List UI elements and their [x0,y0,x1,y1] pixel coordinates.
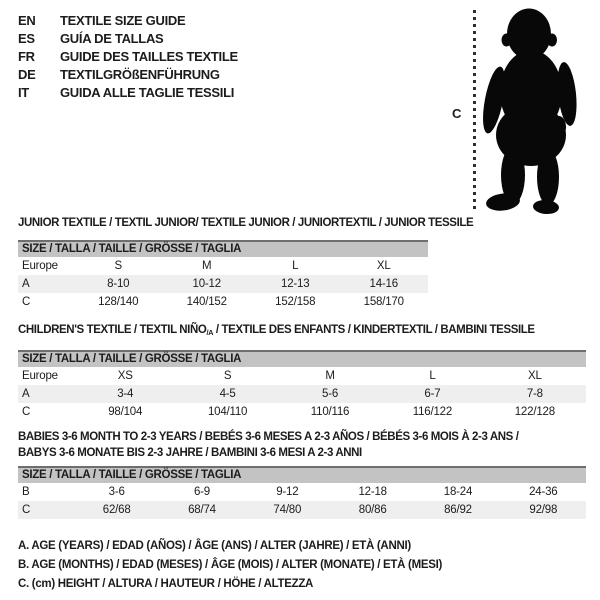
size-cell: 128/140 [98,296,139,308]
size-cell: 4-5 [219,388,236,400]
table-body [18,367,586,421]
footnotes [18,537,442,594]
table-header: SIZE / TALLA / TAILLE / GRÖSSE / TAGLIA [18,240,428,257]
table-body [18,257,428,311]
size-table-babies [18,429,586,519]
size-cell: 24-36 [529,486,558,498]
size-table-junior [18,215,474,311]
table-row [18,403,586,421]
table-row [18,483,586,501]
row-label: C [22,406,31,418]
language-row [18,65,238,83]
footnote-line: C. (cm) HEIGHT / ALTURA / HAUTEUR / HÖHE / ALTEZZA [18,578,314,590]
size-cell: 116/122 [412,406,453,418]
language-code: DE [18,66,36,82]
language-label: GUIDA ALLE TAGLIE TESSILI [60,84,235,100]
size-cell: 104/110 [207,406,248,418]
table-row [18,367,586,385]
size-cell: 7-8 [526,388,543,400]
table-title: JUNIOR TEXTILE / TEXTIL JUNIOR/ TEXTILE JUNIOR / JUNIORTEXTIL / JUNIOR TESSILE [18,217,474,229]
size-cell: 14-16 [369,278,398,290]
row-label: B [22,486,30,498]
size-cell: 12-18 [358,486,387,498]
size-cell: 80/86 [358,504,387,516]
size-cell: 12-13 [281,278,310,290]
measure-label: C [452,106,462,121]
language-row [18,29,238,47]
size-cell: 152/158 [275,296,316,308]
size-cell: 3-4 [117,388,134,400]
table-row [18,501,586,519]
size-cell: 18-24 [443,486,473,498]
size-cell: L [429,370,436,382]
row-label: C [22,504,31,516]
size-cell: 74/80 [273,504,302,516]
size-cell: 122/128 [514,406,555,418]
language-row [18,11,238,29]
table-row [18,385,586,403]
footnote-line: B. AGE (MONTHS) / EDAD (MESES) / ÂGE (MOIS) / ALTER (MONATE) / ETÀ (MESI) [18,559,443,571]
table-header: SIZE / TALLA / TAILLE / GRÖSSE / TAGLIA [18,350,586,367]
language-row [18,83,238,101]
footnote-line: A. AGE (YEARS) / EDAD (AÑOS) / ÂGE (ANS) / ALTER (JAHRE) / ETÀ (ANNI) [18,540,411,552]
size-cell: XL [527,370,542,382]
baby-silhouette-icon [482,4,594,216]
table-header: SIZE / TALLA / TAILLE / GRÖSSE / TAGLIA [18,466,586,483]
language-label: GUÍA DE TALLAS [60,30,164,46]
size-cell: S [114,260,122,272]
size-cell: XL [376,260,391,272]
row-label: A [22,388,30,400]
size-cell: 5-6 [322,388,339,400]
size-cell: 10-12 [192,278,221,290]
language-code: EN [18,12,36,28]
size-cell: 9-12 [276,486,299,498]
table-body [18,483,586,519]
size-cell: M [202,260,212,272]
row-label: Europe [22,370,58,382]
size-cell: 62/68 [102,504,131,516]
table-title: BABIES 3-6 MONTH TO 2-3 YEARS / BEBÉS 3-6 MESES A 2-3 AÑOS / BÉBÉS 3-6 MOIS À 2-3 ANS / BABYS 3-6 MONATE BIS 2-3 JAHRE / BAMBINI 3-6 MESI A 2-3 ANNI [18,431,519,459]
language-code: ES [18,30,35,46]
language-code: FR [18,48,35,64]
size-cell: 140/152 [186,296,227,308]
size-cell: 110/116 [310,406,350,418]
language-label: GUIDE DES TAILLES TEXTILE [60,48,238,64]
row-label: A [22,278,30,290]
table-title: CHILDREN'S TEXTILE / TEXTIL $NIÑO_{/A}$ / TEXTILE DES ENFANTS / KINDERTEXTIL / BAMBINI TESSILE [18,324,535,337]
size-cell: 98/104 [108,406,143,418]
row-label: C [22,296,31,308]
size-cell: L [292,260,299,272]
size-cell: 68/74 [188,504,216,516]
size-cell: 86/92 [444,504,472,516]
language-label: TEXTILGRÖßENFÜHRUNG [60,66,220,82]
size-cell: S [223,370,232,382]
size-cell: 6-9 [193,486,210,498]
language-label: TEXTILE SIZE GUIDE [60,12,186,28]
size-cell: 158/170 [363,296,404,308]
size-table-children [18,322,586,421]
size-cell: 92/98 [529,504,558,516]
row-label: Europe [22,260,58,272]
language-list [18,11,238,101]
table-row [18,293,428,311]
size-cell: 6-7 [424,388,441,400]
language-code: IT [18,84,29,100]
size-cell: M [325,370,335,382]
height-measure-line [473,10,476,210]
table-row [18,275,428,293]
size-cell: 3-6 [108,486,125,498]
language-row [18,47,238,65]
table-row [18,257,428,275]
size-cell: XS [117,370,133,382]
size-cell: 8-10 [107,278,130,290]
